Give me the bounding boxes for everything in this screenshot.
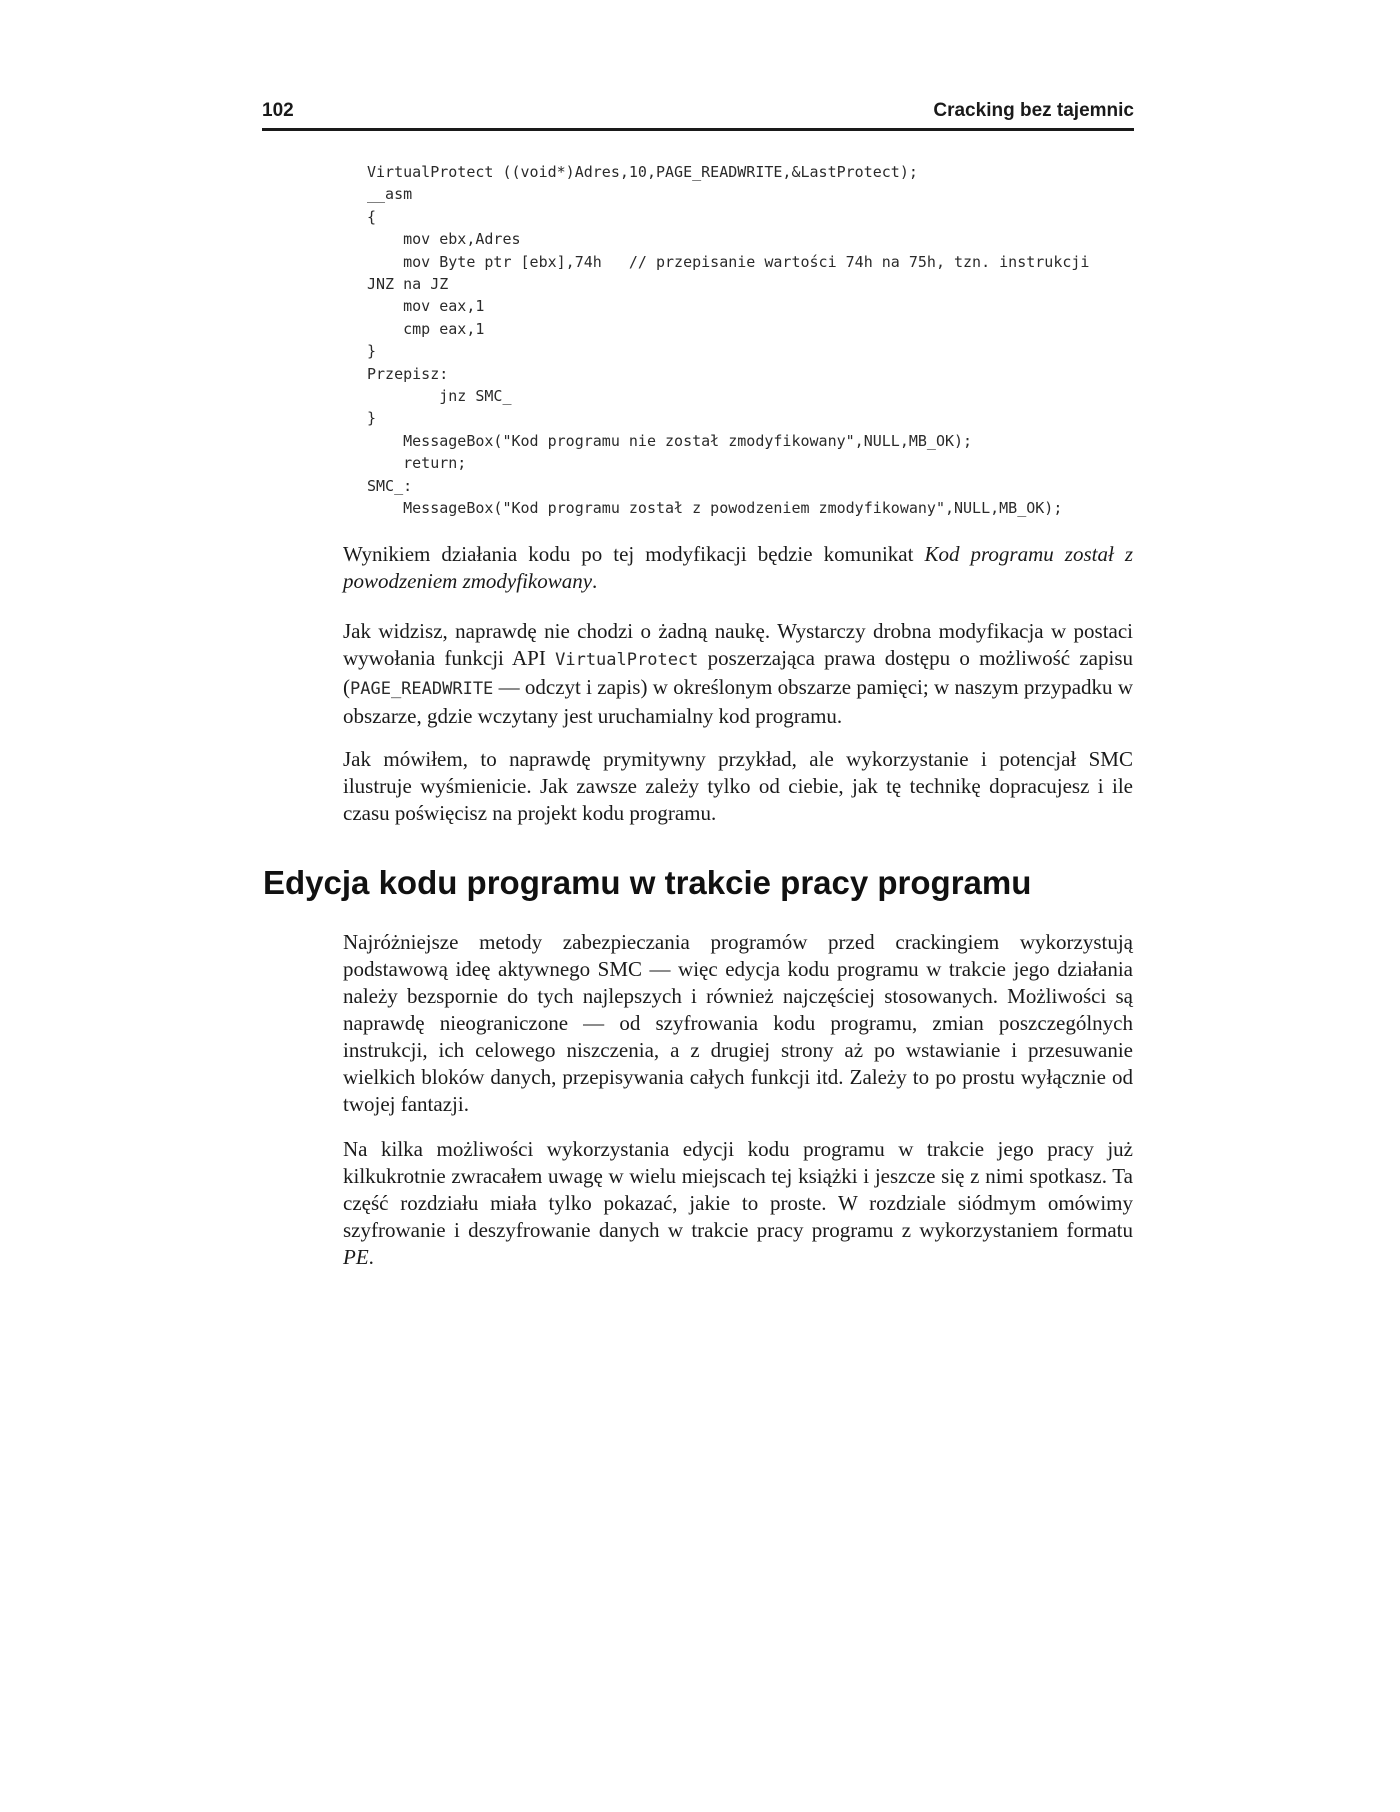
code-line: SMC_:: [367, 476, 413, 495]
code-line: mov eax,1: [367, 297, 485, 316]
page-number: 102: [262, 100, 294, 121]
paragraph-text: Jak widzisz, naprawdę nie chodzi o żadną naukę. Wystarczy drobna modyfikacja w postaci wywołania funkcji API: [343, 619, 1133, 670]
code-line: return;: [367, 454, 467, 473]
paragraph-text: Wynikiem działania kodu po tej modyfikacji będzie komunikat: [343, 542, 925, 566]
code-line: mov Byte ptr [ebx],74h // przepisanie wartości 74h na 75h, tzn. instrukcji: [367, 252, 1090, 271]
message-text-italic: Kod programu został z powodzeniem zmodyfikowany: [343, 542, 1133, 593]
code-line: cmp eax,1: [367, 319, 485, 338]
paragraph-methods: Najróżniejsze metody zabezpieczania programów przed crackingiem wykorzystują podstawową ideę aktywnego SMC — więc edycja kodu programu w trakcie jego działania należy bezspornie do tych najlepszych i również najczęściej stosowanych. Możliwości są naprawdę nieograniczone — od szyfrowania kodu programu, zmian poszczególnych instrukcji, ich celowego niszczenia, a z drugiej strony aż po wstawianie i przesuwanie wielkich bloków danych, przepisywania całych funkcji itd. Zależy to po prostu wyłącznie od twojej fantazji.: [343, 930, 1133, 1116]
code-line: Przepisz:: [367, 364, 449, 383]
paragraph-text: — odczyt i zapis) w określonym obszarze pamięci; w naszym przypadku w obszarze, gdzie wczytany jest uruchamialny kod programu.: [343, 675, 1133, 728]
paragraph-text: Na kilka możliwości wykorzystania edycji kodu programu w trakcie jego pracy już kilkukrotnie zwracałem uwagę w wielu miejscach tej książki i jeszcze się z nimi spotkasz. Ta część rozdziału miała tylko pokazać, jakie to proste. W rozdziale siódmym omówimy szyfrowanie i deszyfrowanie danych w trakcie pracy programu z wykorzystaniem formatu: [343, 1137, 1133, 1242]
format-name-italic: PE: [343, 1245, 369, 1269]
page-header: [262, 96, 1134, 131]
code-line: }: [367, 342, 377, 361]
code-line: VirtualProtect ((void*)Adres,10,PAGE_READWRITE,&LastProtect);: [367, 163, 918, 181]
code-line: }: [367, 409, 377, 428]
paragraph-text: poszerzająca prawa dostępu o możliwość zapisu (: [343, 646, 1133, 699]
paragraph-result: [343, 541, 1133, 595]
inline-code-virtualprotect: VirtualProtect: [555, 650, 699, 670]
running-title: Cracking bez tajemnic: [933, 100, 1134, 121]
code-line: jnz SMC_: [367, 387, 512, 406]
paragraph-end: .: [592, 569, 598, 593]
code-line: mov ebx,Adres: [367, 230, 521, 249]
section-title: Edycja kodu programu w trakcie pracy programu: [263, 864, 1032, 901]
paragraph-summary: Jak mówiłem, to naprawdę prymitywny przykład, ale wykorzystanie i potencjał SMC ilustruje wyśmienicie. Jak zawsze zależy tylko od ciebie, jak tę technikę dopracujesz i ile czasu poświęcisz na projekt kodu programu.: [343, 747, 1133, 825]
paragraph-end: .: [368, 1245, 374, 1269]
code-listing: [367, 161, 1089, 520]
code-line: MessageBox("Kod programu został z powodzeniem zmodyfikowany",NULL,MB_OK);: [367, 499, 1063, 518]
code-line: __asm: [367, 185, 413, 204]
code-line: JNZ na JZ: [367, 275, 449, 294]
paragraph-chapter-reference: [343, 1136, 1133, 1271]
code-line: MessageBox("Kod programu nie został zmodyfikowany",NULL,MB_OK);: [367, 431, 973, 450]
paragraph-explanation: [343, 618, 1133, 730]
code-line: {: [367, 207, 377, 226]
inline-code-page-readwrite: PAGE_READWRITE: [350, 679, 494, 699]
